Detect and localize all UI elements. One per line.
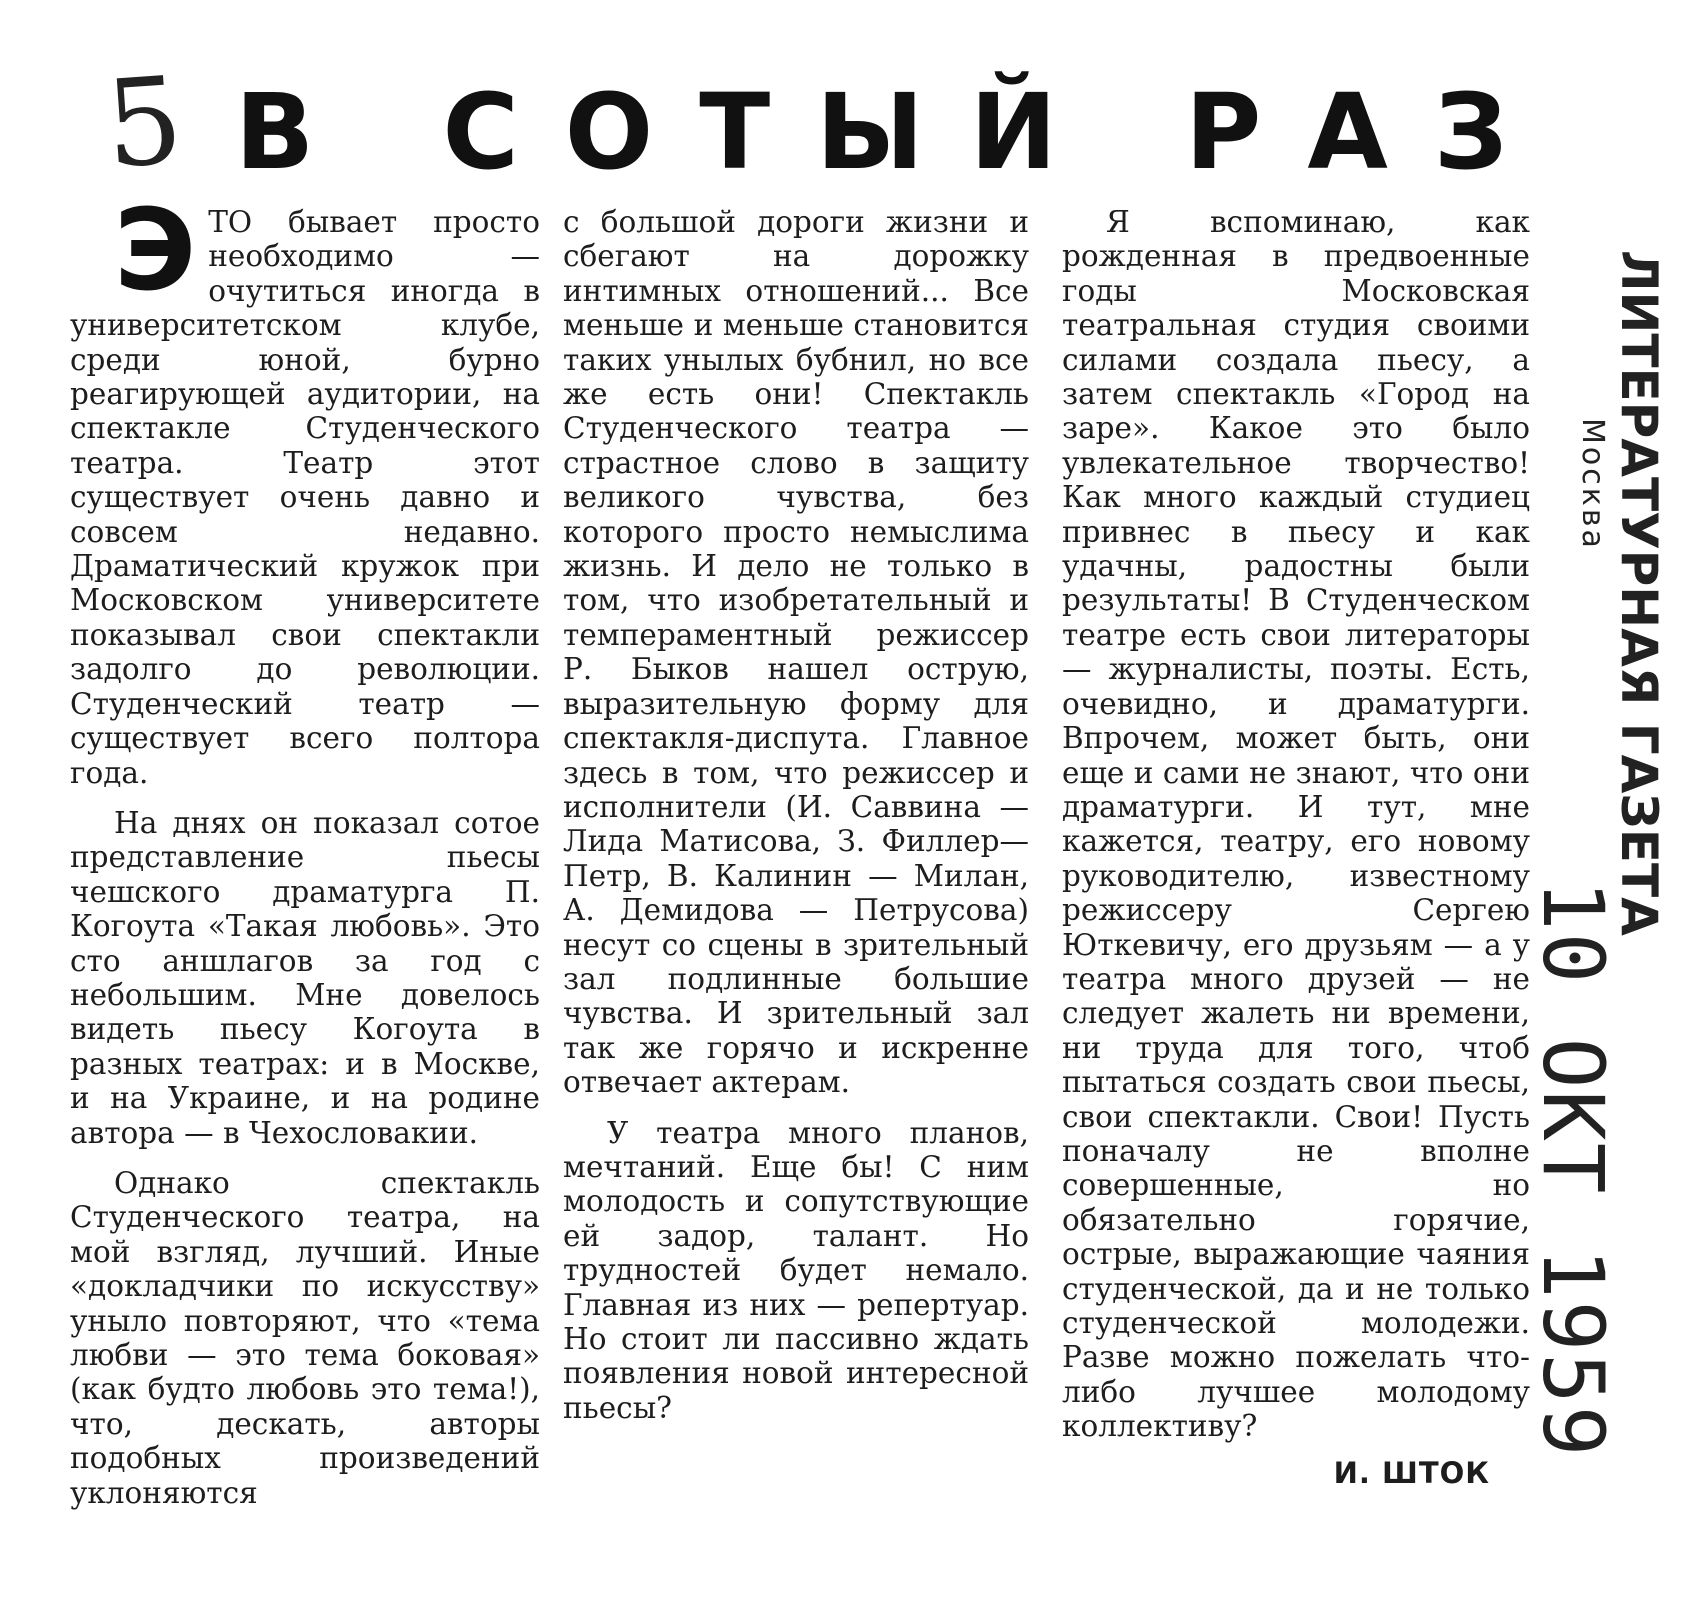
paragraph: ТО бывает просто необходимо — очутиться иногда в университетском клубе, среди юной, бурно реагирующей аудитории, на спектакле Студенческого театра. Театр этот существует очень давно и совсем недавно. Драматический кружок при Московском университете показывал свои спектакли задолго до революции. Студенческий театр — существует всего полтора года. (70, 205, 540, 790)
drop-cap: Э (114, 186, 197, 316)
paragraph: Однако спектакль Студенческого театра, на мой взгляд, лучший. Иные «докладчики по искусству» уныло повторяют, что «тема любви — это тема боковая» (как будто любовь это тема!), что, дескать, авторы подобных произведений уклоняются (70, 1165, 540, 1510)
paragraph: Я вспоминаю, как рожденная в предвоенные годы Московская театральная студия своими силами создала пьесу, а затем спектакль «Город на заре». Какое это было увлекательное творчество! Как много каждый студиец привнес в пьесу и как удачны, радостны были результаты! В Студенческом театре есть свои литераторы — журналисты, поэты. Есть, очевидно, и драматурги. Впрочем, может быть, они еще и сами не знают, что они драматурги. И тут, мне кажется, театру, его новому руководителю, известному режиссеру Сергею Юткевичу, его друзьям — а у театра много друзей — не следует жалеть ни времени, ни труда для того, чтоб пытаться создать свои пьесы, свои спектакли. Свои! Пусть поначалу не вполне совершенные, но обязательно горячие, острые, выражающие чаяния студенческой, да и не только студенческой молодежи. Разве можно пожелать что-либо лучшее молодому коллективу? (1062, 205, 1530, 1444)
article-column-3 (1062, 205, 1530, 1490)
article-column-2 (563, 205, 1029, 1425)
handwritten-number: 5 (101, 51, 188, 196)
paragraph: У театра много планов, мечтаний. Еще бы! С ним молодость и сопутствующие ей задор, талант. Но трудностей будет немало. Главная из них — репертуар. Но стоит ли пассивно ждать появления новой интересной пьесы? (563, 1115, 1029, 1425)
article-headline: В СОТЫЙ РАЗ (235, 71, 1554, 193)
article-column-1 (70, 186, 540, 1510)
paragraph: с большой дороги жизни и сбегают на дорожку интимных отношений... Все меньше и меньше становится таких унылых бубнил, но все же есть они! Спектакль Студенческого театра — страстное слово в защиту великого чувства, без которого просто немыслима жизнь. И дело не только в том, что изобретательный и темпераментный режиссер Р. Быков нашел острую, выразительную форму для спектакля-диспута. Главное здесь в том, что режиссер и исполнители (И. Саввина — Лида Матисова, З. Филлер—Петр, В. Калинин — Милан, А. Демидова — Петрусова) несут со сцены в зрительный зал подлинные большие чувства. И зрительный зал так же горячо и искренне отвечает актерам. (563, 205, 1029, 1100)
city-stamp: Москва (1575, 418, 1610, 551)
author-signature: И. ШТОК (1333, 1455, 1490, 1490)
date-stamp: 10 ОКТ 1959 (1524, 880, 1622, 1459)
newspaper-name-stamp: ЛИТЕРАТУРНАЯ ГАЗЕТА (1610, 250, 1668, 936)
paragraph: На днях он показал сотое представление пьесы чешского драматурга П. Когоута «Такая любовь». Это сто аншлагов за год с небольшим. Мне довелось видеть пьесу Когоута в разных театрах: и в Москве, и на Украине, и на родине автора — в Чехословакии. (70, 805, 540, 1150)
